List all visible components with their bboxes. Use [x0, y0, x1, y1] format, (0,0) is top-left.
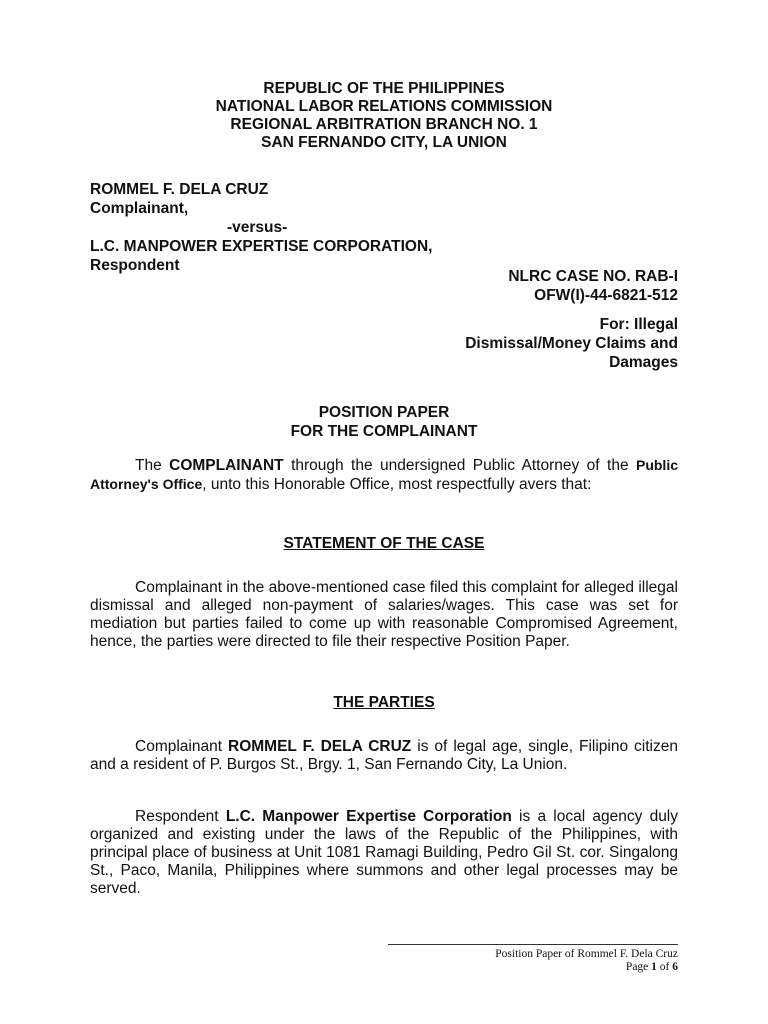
header-line-3: REGIONAL ARBITRATION BRANCH NO. 1 [230, 116, 538, 133]
case-number-line-1: NLRC CASE NO. RAB-I [508, 268, 678, 285]
page-number: Page 1 of 6 [625, 961, 678, 973]
office-name: Public Attorney's Office [90, 457, 678, 492]
case-nature-line-2: Dismissal/Money Claims and [465, 335, 678, 352]
complainant-paragraph: Complainant ROMMEL F. DELA CRUZ is of legal age, single, Filipino citizen and a resident of P. Burgos St., Brgy. 1, San Fernando City, La Union. [90, 738, 678, 773]
header-line-2: NATIONAL LABOR RELATIONS COMMISSION [215, 98, 553, 115]
title-line-1: POSITION PAPER [318, 404, 450, 421]
complainant-label: Complainant, [90, 200, 189, 217]
header-line-1: REPUBLIC OF THE PHILIPPINES [263, 80, 505, 97]
page-footer [495, 948, 678, 974]
statement-paragraph: Complainant in the above-mentioned case filed this complaint for alleged illegal dismissal and alleged non-payment of salaries/wages. This case was set for mediation but parties failed to come up with reasonable Compromised Agreement, hence, the parties were directed to file their respective Position Paper. [90, 579, 678, 650]
respondent-paragraph: Respondent L.C. Manpower Expertise Corporation is a local agency duly organized and existing under the laws of the Republic of the Philippines, with principal place of business at Unit 1081 Ramagi Building, Pedro Gil St. cor. Singalong St., Paco, Manila, Philippines where summons and other legal processes may be served. [90, 808, 679, 897]
footer-divider [388, 944, 678, 945]
case-nature-line-3: Damages [609, 354, 678, 371]
statement-heading: STATEMENT OF THE CASE [283, 535, 485, 552]
case-nature [465, 315, 678, 372]
case-caption [90, 180, 678, 275]
complainant-name: ROMMEL F. DELA CRUZ [90, 181, 269, 198]
versus-label: -versus- [227, 219, 288, 236]
parties-heading: THE PARTIES [333, 694, 435, 711]
case-number [508, 267, 678, 305]
respondent-name: L.C. MANPOWER EXPERTISE CORPORATION, [90, 238, 433, 255]
document-title [90, 403, 678, 441]
case-nature-line-1: For: Illegal [599, 316, 678, 333]
intro-paragraph: The COMPLAINANT through the undersigned Public Attorney of the Public Attorney's Office, unto this Honorable Office, most respectfully avers that: [90, 457, 678, 493]
case-number-line-2: OFW(I)-44-6821-512 [534, 287, 678, 304]
complainant-term: COMPLAINANT [169, 457, 284, 474]
title-line-2: FOR THE COMPLAINANT [290, 423, 478, 440]
court-header [90, 80, 678, 152]
footer-doc-label: Position Paper of Rommel F. Dela Cruz [495, 948, 678, 960]
header-line-4: SAN FERNANDO CITY, LA UNION [261, 134, 507, 151]
respondent-label: Respondent [90, 257, 180, 274]
